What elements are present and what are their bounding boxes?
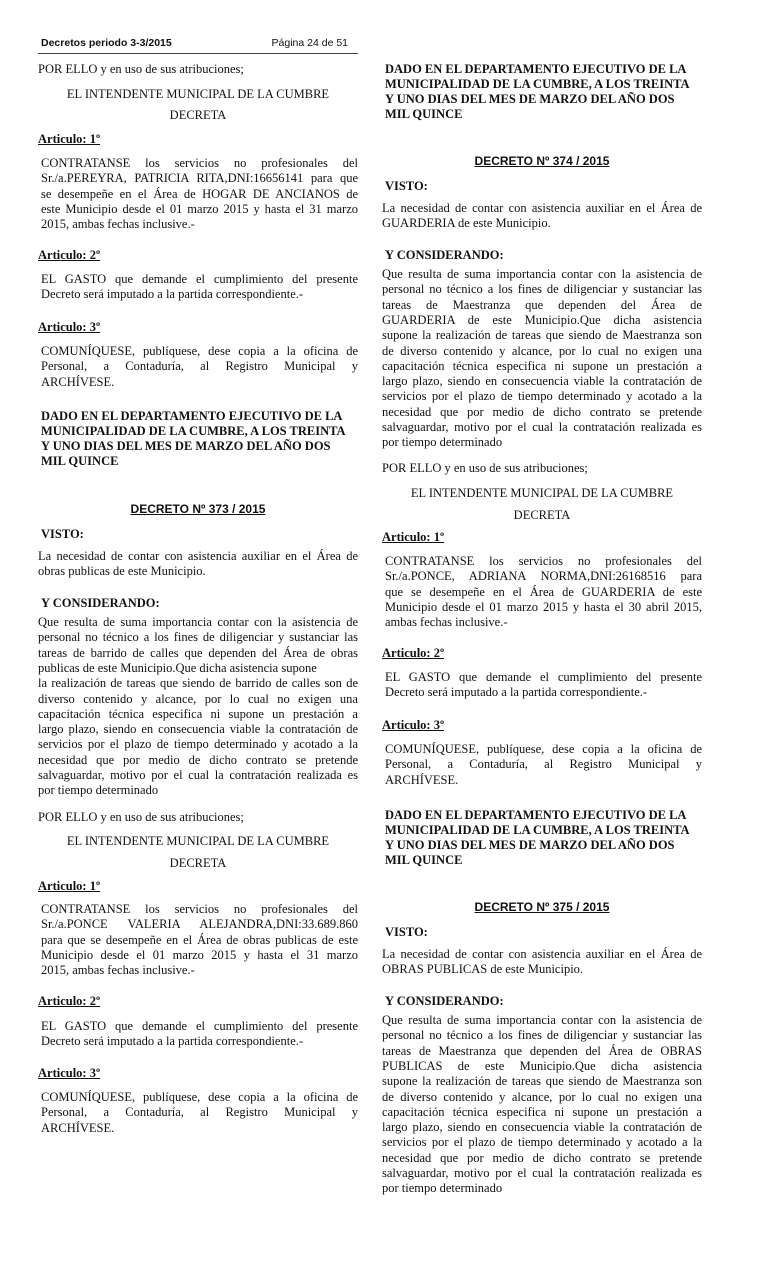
text-line: Decreto será imputado a la partida correspondiente.- xyxy=(41,1034,304,1049)
articulo-heading: Articulo: 3º xyxy=(38,1066,101,1080)
text-line: Que resulta de suma importancia contar con la asistencia de xyxy=(382,267,702,281)
articulo-heading: Articulo: 1º xyxy=(38,879,101,893)
dado-en-block: DADO EN EL DEPARTAMENTO EJECUTIVO DE LA MUNICIPALIDAD DE LA CUMBRE, A LOS TREINTA Y UNO DIAS DEL MES DE MARZO DEL AÑO DOS MIL QUINCE xyxy=(385,62,689,121)
text-line: COMUNÍQUESE, publíquese, dese copia a la oficina de xyxy=(41,344,358,358)
text-line: obras publicas de este Municipio. xyxy=(38,564,206,579)
text-line: Decreto será imputado a la partida correspondiente.- xyxy=(385,685,648,700)
text-line: por tiempo determinado xyxy=(382,1181,503,1196)
text-line: que se desempeñe en el Área de GUARDERIA de este xyxy=(385,584,702,599)
text-line: Personal, a Contaduría, al Registro Municipal y xyxy=(41,1105,358,1120)
text-line: necesidad que por medio de dicho contrato se pretende xyxy=(382,404,702,419)
text-line: necesidad que por medio de dicho contrato se pretende xyxy=(38,752,358,767)
text-line: ARCHÍVESE. xyxy=(41,1120,115,1135)
page-number: Página 24 de 51 xyxy=(271,37,348,49)
articulo-heading: Articulo: 2º xyxy=(382,646,445,660)
decreto-number: DECRETO Nº 375 / 2015 xyxy=(474,900,610,914)
text-line: tareas de Maestranza que dependen del Área de OBRAS xyxy=(382,1043,702,1058)
text-line: personal no técnico a los fines de diligenciar y sustanciar las xyxy=(382,1028,702,1043)
decreta-text: DECRETA xyxy=(169,108,227,122)
text-line: se desempeñe en el Área de HOGAR DE ANCIANOS de xyxy=(41,186,358,201)
text-line: COMUNÍQUESE, publíquese, dese copia a la oficina de xyxy=(41,1090,358,1104)
articulo-heading: Articulo: 1º xyxy=(382,530,445,544)
intendente-text: EL INTENDENTE MUNICIPAL DE LA CUMBRE xyxy=(66,87,330,101)
text-line: supone la realización de tareas que siendo de Maestranza son xyxy=(382,1074,702,1089)
decreto-number: DECRETO Nº 373 / 2015 xyxy=(130,502,266,516)
decreta-text: DECRETA xyxy=(513,508,571,522)
text-line: por tiempo determinado xyxy=(38,783,159,798)
text-line: largo plazo, siendo en consecuencia viable la contratación de xyxy=(38,722,358,737)
text-line: ARCHÍVESE. xyxy=(385,772,459,787)
text-line: salvaguardar, motivo por el cual la contratación realizada es xyxy=(382,420,702,434)
text-line: personal no técnico a los fines de diligenciar y sustanciar las xyxy=(38,630,358,645)
text-line: capacitación técnica especifica ni supone un prestación a xyxy=(38,706,358,721)
text-line: por tiempo determinado xyxy=(382,435,503,450)
text-line: CONTRATANSE los servicios no profesionales del xyxy=(41,902,358,916)
text-line: necesidad que por medio de dicho contrato se pretende xyxy=(382,1150,702,1165)
por-ello-text: POR ELLO y en uso de sus atribuciones; xyxy=(38,810,244,824)
considerando-heading: Y CONSIDERANDO: xyxy=(385,248,504,262)
text-line: Municipio desde el 01 marzo 2015 y hasta el 31 marzo xyxy=(41,947,358,962)
articulo-heading: Articulo: 2º xyxy=(38,994,101,1008)
text-line: Que resulta de suma importancia contar con la asistencia de xyxy=(38,615,358,629)
text-line: publicas de este Municipio.Que dicha asistencia supone xyxy=(38,660,317,675)
text-line: CONTRATANSE los servicios no profesionales del xyxy=(385,554,702,568)
text-line: PUBLICAS de este Municipio.Que dicha asistencia xyxy=(382,1058,702,1073)
text-line: capacitación técnica especifica ni supone un prestación a xyxy=(382,1104,702,1119)
text-line: diverso contenido y alcance, por lo cual no exigen una xyxy=(38,691,358,706)
text-line: EL GASTO que demande el cumplimiento del presente xyxy=(41,1019,358,1033)
dado-en-block: DADO EN EL DEPARTAMENTO EJECUTIVO DE LA MUNICIPALIDAD DE LA CUMBRE, A LOS TREINTA Y UNO DIAS DEL MES DE MARZO DEL AÑO DOS MIL QUINCE xyxy=(41,409,345,468)
text-line: supone la realización de tareas que siendo de Maestranza son xyxy=(382,328,702,343)
text-line: La necesidad de contar con asistencia auxiliar en el Área de xyxy=(382,201,702,215)
text-line: Sr./a.PONCE VALERIA ALEJANDRA,DNI:33.689.860 xyxy=(41,917,358,932)
text-line: servicios por el plazo de tiempo determinado y acotado a la xyxy=(382,389,702,404)
text-line: servicios por el plazo de tiempo determinado y acotado a la xyxy=(382,1135,702,1150)
decreto-number: DECRETO Nº 374 / 2015 xyxy=(474,154,610,168)
text-line: ARCHÍVESE. xyxy=(41,374,115,389)
text-line: Decreto será imputado a la partida correspondiente.- xyxy=(41,287,304,302)
text-line: largo plazo, siendo en consecuencia viable la contratación de xyxy=(382,1120,702,1135)
text-line: EL GASTO que demande el cumplimiento del presente xyxy=(385,670,702,684)
text-line: OBRAS PUBLICAS de este Municipio. xyxy=(382,962,584,977)
visto-heading: VISTO: xyxy=(41,527,84,541)
text-line: GUARDERIA de este Municipio. xyxy=(382,216,551,231)
intendente-text: EL INTENDENTE MUNICIPAL DE LA CUMBRE xyxy=(66,834,330,848)
decreta-text: DECRETA xyxy=(169,856,227,870)
text-line: de diverso contenido y alcance, por lo cual no exigen una xyxy=(382,343,702,358)
text-line: largo plazo, siendo en consecuencia viable la contratación de xyxy=(382,374,702,389)
text-line: 2015, ambas fechas inclusive.- xyxy=(41,963,195,978)
text-line: tareas de Maestranza que dependen del Área de xyxy=(382,297,702,312)
text-line: 2015, ambas fechas inclusive.- xyxy=(41,217,195,232)
por-ello-text: POR ELLO y en uso de sus atribuciones; xyxy=(382,461,588,475)
page-header xyxy=(38,35,358,54)
text-line: personal no técnico a los fines de diligenciar y sustanciar las xyxy=(382,282,702,297)
articulo-heading: Articulo: 3º xyxy=(38,320,101,334)
articulo-heading: Articulo: 1º xyxy=(38,132,101,146)
text-line: capacitación técnica especifica ni supone un prestación a xyxy=(382,358,702,373)
text-line: para que se desempeñe en el Área de obras publicas de este xyxy=(41,932,358,947)
text-line: Personal, a Contaduría, al Registro Municipal y xyxy=(41,359,358,374)
text-line: CONTRATANSE los servicios no profesionales del xyxy=(41,156,358,170)
visto-heading: VISTO: xyxy=(385,179,428,193)
articulo-heading: Articulo: 2º xyxy=(38,248,101,262)
document-title: Decretos periodo 3-3/2015 xyxy=(41,37,172,49)
text-line: Municipio desde el 01 marzo 2015 y hasta el 30 abril 2015, xyxy=(385,599,702,614)
considerando-heading: Y CONSIDERANDO: xyxy=(385,994,504,1008)
visto-heading: VISTO: xyxy=(385,925,428,939)
text-line: Personal, a Contaduría, al Registro Municipal y xyxy=(385,757,702,772)
text-line: salvaguardar, motivo por el cual la contratación realizada es xyxy=(382,1166,702,1180)
text-line: Sr./a.PONCE, ADRIANA NORMA,DNI:26168516 para xyxy=(385,569,702,584)
text-line: Sr./a.PEREYRA, PATRICIA RITA,DNI:16656141 para que xyxy=(41,171,358,186)
text-line: este Municipio desde el 01 marzo 2015 y hasta el 31 marzo xyxy=(41,201,358,216)
text-line: EL GASTO que demande el cumplimiento del presente xyxy=(41,272,358,286)
text-line: ambas fechas inclusive.- xyxy=(385,615,508,630)
text-line: la realización de tareas que siendo de barrido de calles son de xyxy=(38,676,358,691)
text-line: salvaguardar, motivo por el cual la contratación realizada es xyxy=(38,768,358,782)
text-line: COMUNÍQUESE, publíquese, dese copia a la oficina de xyxy=(385,742,702,756)
text-line: La necesidad de contar con asistencia auxiliar en el Área de xyxy=(382,947,702,961)
articulo-heading: Articulo: 3º xyxy=(382,718,445,732)
text-line: de diverso contenido y alcance, por lo cual no exigen una xyxy=(382,1089,702,1104)
intendente-text: EL INTENDENTE MUNICIPAL DE LA CUMBRE xyxy=(410,486,674,500)
text-line: Que resulta de suma importancia contar con la asistencia de xyxy=(382,1013,702,1027)
text-line: servicios por el plazo de tiempo determinado y acotado a la xyxy=(38,737,358,752)
por-ello-text: POR ELLO y en uso de sus atribuciones; xyxy=(38,62,244,76)
text-line: GUARDERIA de este Municipio.Que dicha asistencia xyxy=(382,312,702,327)
text-line: tareas de barrido de calles que dependen del Área de obras xyxy=(38,645,358,660)
text-line: La necesidad de contar con asistencia auxiliar en el Área de xyxy=(38,549,358,563)
considerando-heading: Y CONSIDERANDO: xyxy=(41,596,160,610)
dado-en-block: DADO EN EL DEPARTAMENTO EJECUTIVO DE LA MUNICIPALIDAD DE LA CUMBRE, A LOS TREINTA Y UNO DIAS DEL MES DE MARZO DEL AÑO DOS MIL QUINCE xyxy=(385,808,689,867)
